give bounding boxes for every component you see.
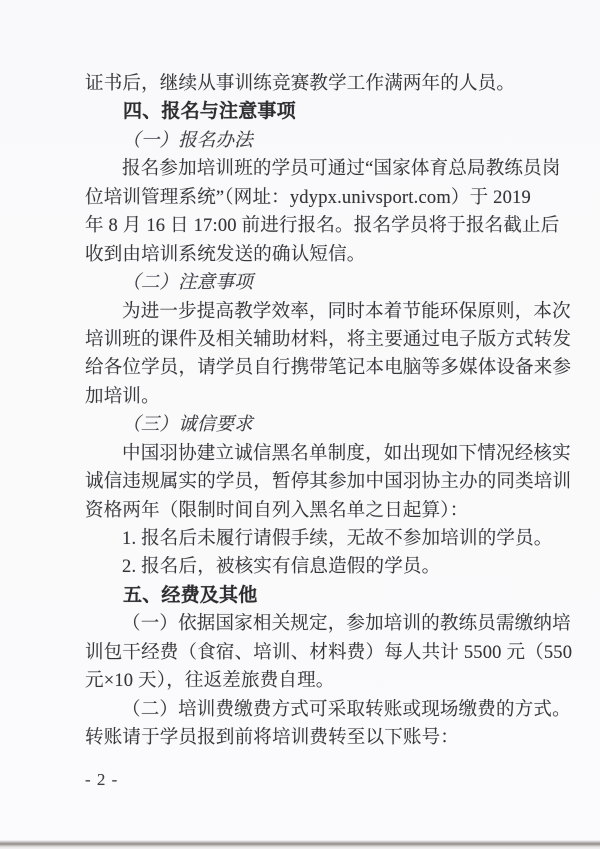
text-line: 年 8 月 16 日 17:00 前进行报名。报名学员将于报名截止后 (85, 216, 560, 237)
text-line: 元×10 天），往返差旅费自理。 (85, 671, 335, 692)
sub-heading: （二）注意事项 (122, 273, 253, 294)
sub-heading: （一）报名办法 (122, 130, 253, 151)
text-line: 证书后，继续从事训练竞赛教学工作满两年的人员。 (85, 74, 516, 94)
text-line: 2. 报名后，被核实有信息造假的学员。 (122, 557, 441, 578)
text-line: 诚信违规属实的学员，暂停其参加中国羽协主办的同类培训 (85, 472, 572, 493)
sub-heading: （三）诚信要求 (122, 415, 253, 436)
text-line: 收到由培训系统发送的确认短信。 (85, 244, 366, 265)
text-line: 中国羽协建立诚信黑名单制度，如出现如下情况经核实 (122, 443, 571, 464)
text-line: 报名参加培训班的学员可通过“国家体育总局教练员岗 (122, 159, 561, 180)
page-number: - 2 - (85, 770, 119, 789)
scan-edge-shadow (0, 840, 600, 849)
text-line: 培训班的课件及相关辅助材料，将主要通过电子版方式转发 (85, 329, 572, 350)
text-line: 为进一步提高教学效率，同时本着节能环保原则，本次 (122, 301, 571, 322)
text-line: 给各位学员，请学员自行携带笔记本电脑等多媒体设备来参 (85, 358, 572, 379)
section-heading: 四、报名与注意事项 (123, 101, 296, 123)
text-line: 训包干经费（食宿、培训、材料费）每人共计 5500 元（550 (85, 642, 573, 663)
section-heading: 五、经费及其他 (123, 584, 258, 606)
text-line: 1. 报名后未履行请假手续，无故不参加培训的学员。 (122, 529, 553, 549)
text-line: （一）依据国家相关规定，参加培训的教练员需缴纳培 (122, 614, 571, 635)
text-line: 资格两年（限制时间自列入黑名单之日起算）： (85, 500, 469, 521)
text-line: （二）培训费缴费方式可采取转账或现场缴费的方式。 (122, 699, 571, 720)
text-line: 转账请于学员报到前将培训费转至以下账号： (85, 728, 460, 749)
document-lines (85, 70, 573, 753)
text-line: 位培训管理系统”（网址：ydypx.univsport.com）于 2019 (85, 187, 531, 208)
text-line: 加培训。 (85, 386, 160, 407)
